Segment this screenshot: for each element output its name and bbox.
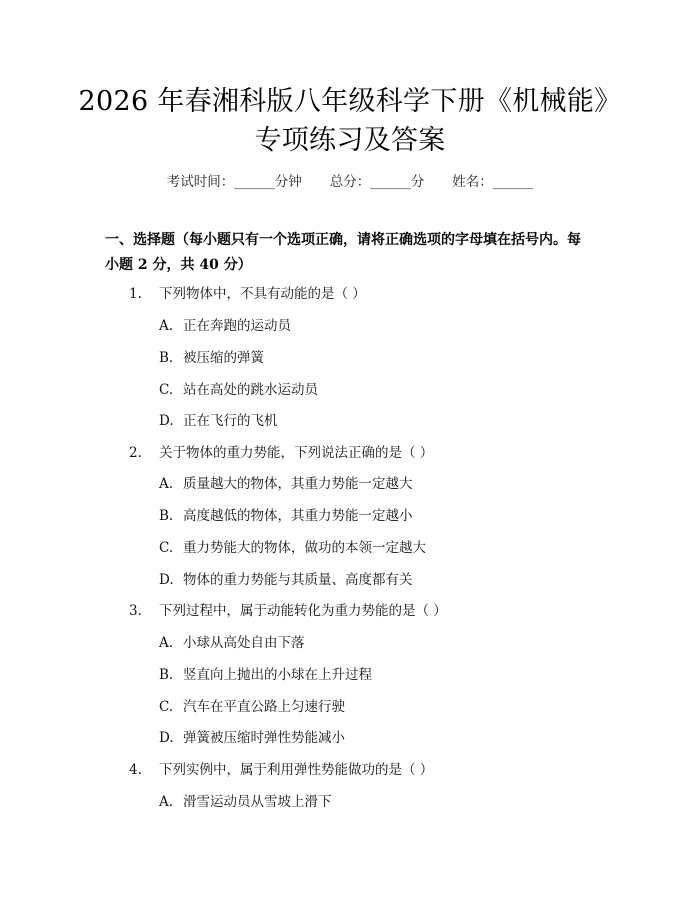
student-name-field: 姓名：______	[452, 174, 534, 190]
question-2-option-c	[159, 536, 426, 556]
option-letter: A.	[159, 794, 174, 810]
option-text: 汽车在平直公路上匀速行驶	[183, 699, 345, 715]
option-letter: B.	[159, 350, 174, 366]
page-title-line2: 专项练习及答案	[254, 125, 446, 156]
option-text: 被压缩的弹簧	[183, 350, 264, 366]
question-text: 下列过程中，属于动能转化为重力势能的是（ ）	[159, 603, 447, 619]
question-3-option-c	[159, 695, 345, 715]
question-number: 2.	[129, 445, 142, 461]
question-4	[129, 758, 433, 778]
question-3-option-a	[159, 631, 305, 651]
question-1-option-a	[159, 314, 291, 334]
question-1	[129, 282, 366, 302]
option-text: 小球从高处自由下落	[183, 635, 305, 651]
question-text: 下列实例中，属于利用弹性势能做功的是（ ）	[159, 762, 434, 778]
question-3-option-b	[159, 663, 372, 683]
option-letter: D.	[159, 413, 174, 429]
question-1-option-d	[159, 409, 278, 429]
exam-time-field: 考试时间：______分钟	[166, 174, 302, 190]
question-number: 3.	[129, 603, 142, 619]
option-text: 正在奔跑的运动员	[183, 318, 291, 334]
option-letter: C.	[159, 699, 174, 715]
option-letter: B.	[159, 667, 174, 683]
question-number: 1.	[129, 286, 142, 302]
option-text: 竖直向上抛出的小球在上升过程	[183, 667, 372, 683]
option-text: 质量越大的物体，其重力势能一定越大	[183, 476, 413, 492]
question-2-option-b	[159, 504, 413, 524]
question-text: 关于物体的重力势能，下列说法正确的是（ ）	[159, 445, 434, 461]
page-title-line1: 2026 年春湘科版八年级科学下册《机械能》	[78, 86, 622, 117]
option-text: 滑雪运动员从雪坡上滑下	[183, 794, 332, 810]
option-letter: D.	[159, 572, 174, 588]
option-text: 重力势能大的物体，做功的本领一定越大	[183, 540, 426, 556]
question-3	[129, 599, 447, 619]
option-text: 正在飞行的飞机	[183, 413, 278, 429]
option-letter: A.	[159, 318, 174, 334]
option-letter: C.	[159, 540, 174, 556]
option-text: 物体的重力势能与其质量、高度都有关	[183, 572, 413, 588]
option-text: 高度越低的物体，其重力势能一定越小	[183, 508, 413, 524]
exam-meta	[0, 170, 700, 190]
question-1-option-c	[159, 378, 318, 398]
question-number: 4.	[129, 762, 142, 778]
option-text: 站在高处的跳水运动员	[183, 382, 318, 398]
question-4-option-a	[159, 790, 332, 810]
question-2-option-a	[159, 472, 413, 492]
option-letter: A.	[159, 635, 174, 651]
question-3-option-d	[159, 726, 345, 746]
option-letter: B.	[159, 508, 174, 524]
option-text: 弹簧被压缩时弹性势能减小	[183, 730, 345, 746]
question-2-option-d	[159, 568, 413, 588]
option-letter: D.	[159, 730, 174, 746]
option-letter: A.	[159, 476, 174, 492]
question-1-option-b	[159, 346, 264, 366]
section-heading: 一、选择题（每小题只有一个选项正确，请将正确选项的字母填在括号内。每小题 2 分，共 40 分）	[105, 232, 581, 273]
option-letter: C.	[159, 382, 174, 398]
question-text: 下列物体中，不具有动能的是（ ）	[159, 286, 366, 302]
question-2	[129, 441, 433, 461]
total-score-field: 总分：______分	[329, 174, 425, 190]
